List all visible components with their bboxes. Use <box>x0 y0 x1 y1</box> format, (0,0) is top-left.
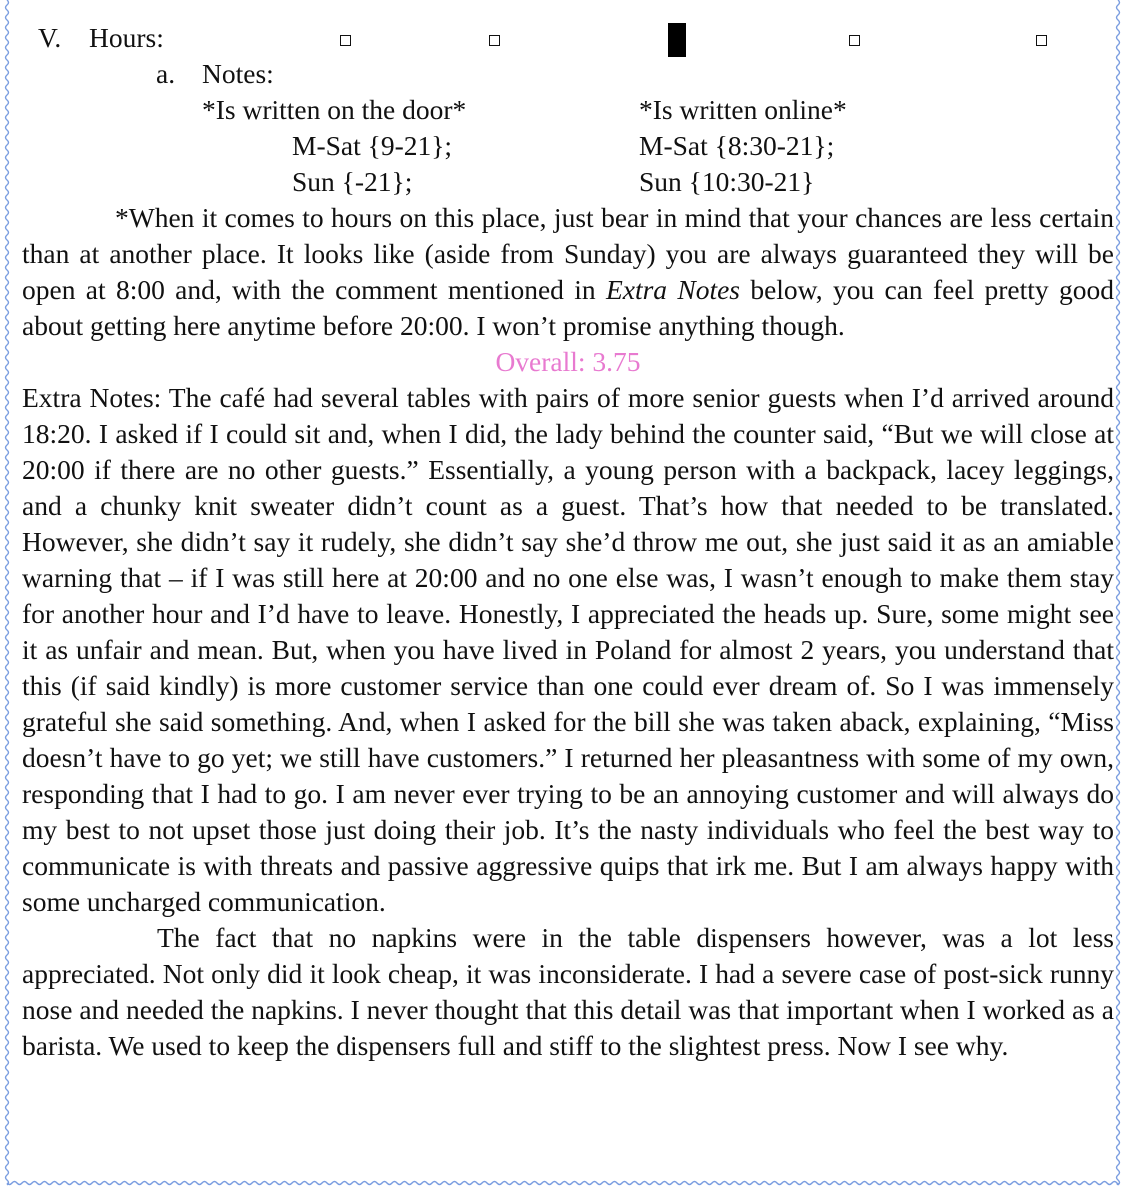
rating-checkbox-2[interactable] <box>489 35 500 46</box>
notes-heading-row <box>22 56 1114 92</box>
hours-heading-row <box>22 20 1114 56</box>
document-body <box>22 20 1114 1064</box>
hours-comment-part-1: *When it comes to hours on this place, just bear in mind that your chances are less certain than at another place. It looks like (aside from Sunday) you are always guaranteed they will be open at 8:00 and, with the comment mentioned in <box>22 202 1114 305</box>
hours-comment-part-2: below, you can feel pretty good about getting here anytime before 20:00. I won’t promise anything though. <box>22 274 1114 341</box>
extra-notes-paragraph-2: The fact that no napkins were in the table dispensers however, was a lot less appreciated. Not only did it look cheap, it was inconsiderate. I had a severe case of post-sick runny nose and needed the napkins. I never thought that this detail was that important when I worked as a barista. We used to keep the dispensers full and stiff to the slightest press. Now I see why. <box>22 922 1114 1061</box>
rating-checkbox-4[interactable] <box>849 35 860 46</box>
hours-source-headings-row <box>22 92 1114 128</box>
overall-score: Overall: 3.75 <box>495 346 641 377</box>
door-weekday-hours: M-Sat {9-21}; <box>292 130 453 161</box>
online-sunday-hours: Sun {10:30-21} <box>639 166 815 197</box>
notes-letter: a. <box>156 58 176 89</box>
door-sunday-hours: Sun {-21}; <box>292 166 413 197</box>
rating-checkbox-5[interactable] <box>1036 35 1047 46</box>
hours-comment <box>22 200 1114 344</box>
notes-label: Notes: <box>202 58 274 89</box>
online-hours-heading: *Is written online* <box>639 94 847 125</box>
section-title: Hours: <box>89 22 164 53</box>
door-hours-heading: *Is written on the door* <box>202 94 467 125</box>
weekday-hours-row <box>22 128 1114 164</box>
rating-checkbox-1[interactable] <box>340 35 351 46</box>
hours-comment-text <box>22 200 1114 344</box>
extra-notes-reference: Extra Notes <box>605 274 741 305</box>
sunday-hours-row <box>22 164 1114 200</box>
rating-checkbox-3[interactable] <box>668 23 686 57</box>
online-weekday-hours: M-Sat {8:30-21}; <box>639 130 835 161</box>
section-numeral: V. <box>38 22 62 53</box>
extra-notes <box>22 380 1114 1064</box>
extra-notes-paragraph-1: Extra Notes: The café had several tables with pairs of more senior guests when I’d arrived around 18:20. I asked if I could sit and, when I did, the lady behind the counter said, “But we will close at 20:00 if there are no other guests.” Essentially, a young person with a backpack, lacey leggings, and a chunky knit sweater didn’t count as a guest. That’s how that needed to be translated. However, she didn’t say it rudely, she didn’t say she’d throw me out, she just said it as an amiable warning that – if I was still here at 20:00 and no one else was, I wasn’t enough to make them stay for another hour and I’d have to leave. Honestly, I appreciated the heads up. Sure, some might see it as unfair and mean. But, when you have lived in Poland for almost 2 years, you understand that this (if said kindly) is more customer service than one could ever dream of. So I was immensely grateful she said something. And, when I asked for the bill she was taken aback, explaining, “Miss doesn’t have to go yet; we still have customers.” I returned her pleasantness with some of my own, responding that I had to go. I am never ever trying to be an annoying customer and will always do my best to not upset those just doing their job. It’s the nasty individuals who feel the best way to communicate is with threats and passive aggressive quips that irk me. But I am always happy with some uncharged communication. <box>22 382 1114 917</box>
